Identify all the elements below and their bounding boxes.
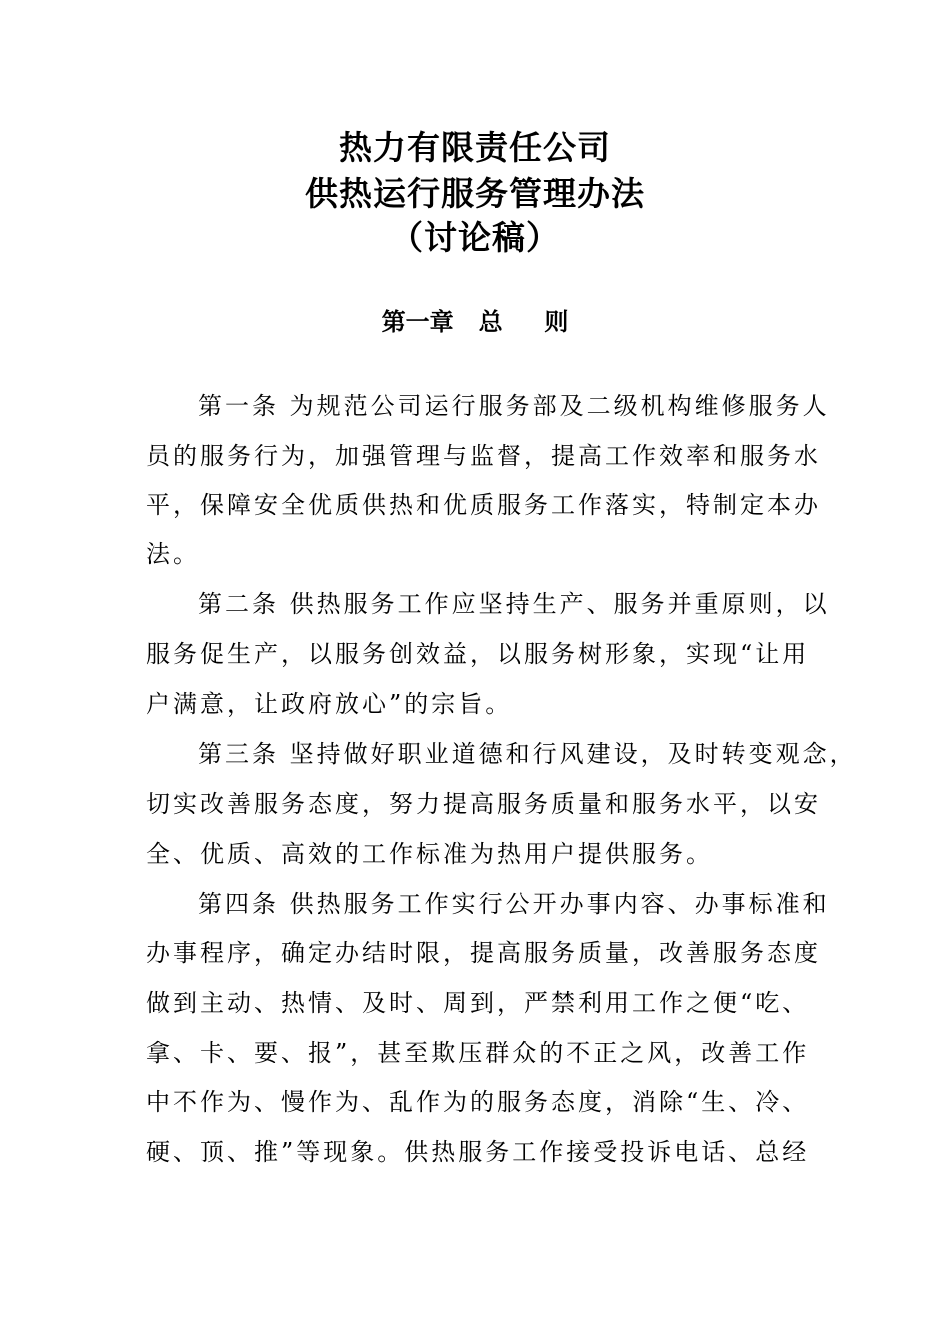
article-2-line-1: 第二条 供热服务工作应坚持生产、服务并重原则，以 [198,590,830,618]
article-2-line-3: 户满意，让政府放心”的宗旨。 [146,690,513,718]
article-4-line-2: 办事程序，确定办结时限，提高服务质量，改善服务态度 [146,939,821,967]
document-title-draft-note: （讨论稿） [390,218,560,257]
document-title-company: 热力有限责任公司 [339,128,611,167]
article-4-line-6: 硬、顶、推”等现象。供热服务工作接受投诉电话、总经 [146,1138,810,1166]
article-1-line-1: 第一条 为规范公司运行服务部及二级机构维修服务人 [198,392,830,420]
document-title-main: 供热运行服务管理办法 [305,174,645,213]
article-1-line-3: 平，保障安全优质供热和优质服务工作落实，特制定本办 [146,491,821,519]
article-3-line-2: 切实改善服务态度，努力提高服务质量和服务水平，以安 [146,790,821,818]
article-1-line-4: 法。 [146,540,200,568]
article-2-line-2: 服务促生产，以服务创效益，以服务树形象，实现“让用 [146,640,810,668]
article-4-line-5: 中不作为、慢作为、乱作为的服务态度，消除“生、冷、 [146,1088,810,1116]
article-3-line-3: 全、优质、高效的工作标准为热用户提供服务。 [146,840,713,868]
article-1-line-2: 员的服务行为，加强管理与监督，提高工作效率和服务水 [146,442,821,470]
article-4-line-4: 拿、卡、要、报”，甚至欺压群众的不正之风，改善工作 [146,1039,810,1067]
article-4-line-1: 第四条 供热服务工作实行公开办事内容、办事标准和 [198,890,830,918]
article-3-line-1: 第三条 坚持做好职业道德和行风建设，及时转变观念， [198,740,857,768]
chapter-heading: 第一章 总 则 [381,308,569,336]
article-4-line-3: 做到主动、热情、及时、周到，严禁利用工作之便“吃、 [146,989,810,1017]
